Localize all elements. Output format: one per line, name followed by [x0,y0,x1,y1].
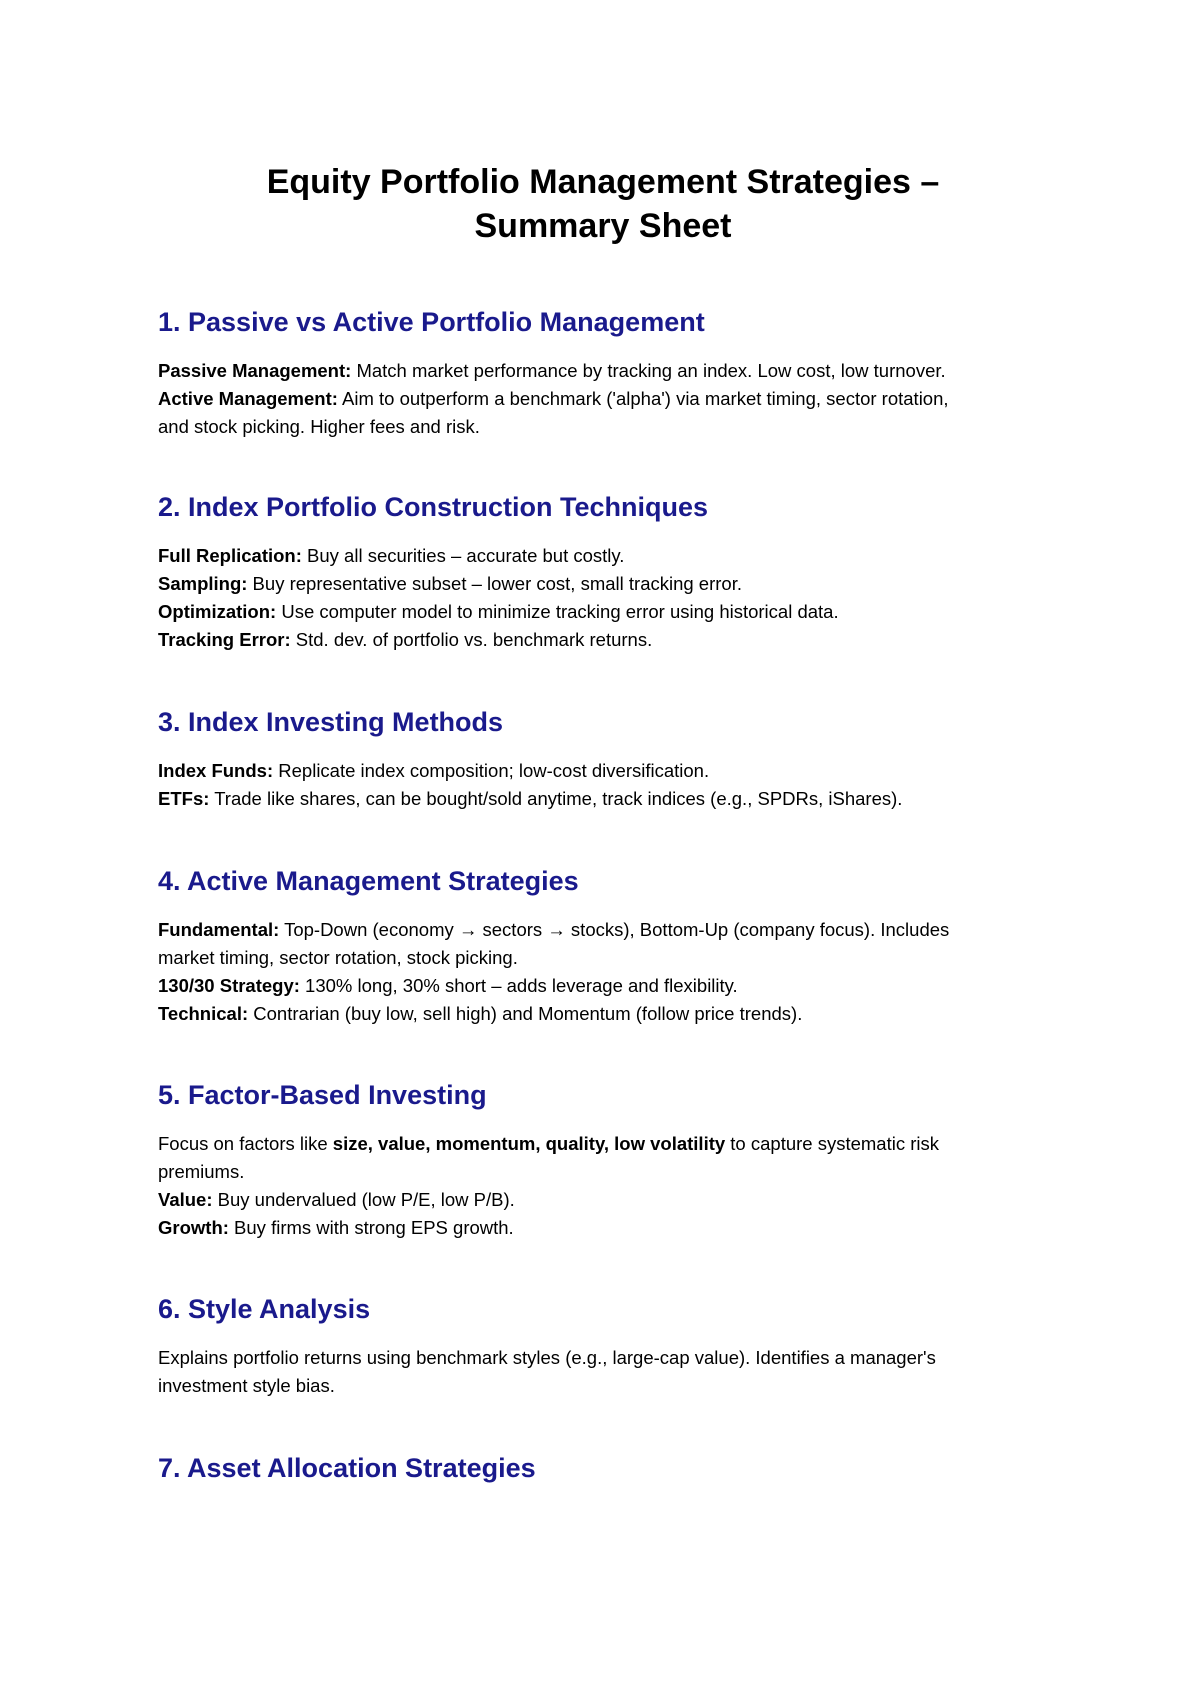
text-line [158,385,1048,413]
term-description-tail: to capture systematic risk [725,1133,939,1154]
term-description: Focus on factors like [158,1133,333,1154]
section-body [158,542,1048,654]
term-label: Fundamental: [158,919,280,940]
term-label: Active Management: [158,388,338,409]
text-line [158,626,1048,654]
section-body [158,916,1048,1028]
text-line [158,570,1048,598]
term-description: Buy representative subset – lower cost, small tracking error. [247,573,742,594]
term-description: Buy undervalued (low P/E, low P/B). [212,1189,515,1210]
section-asset-allocation-strategies [158,1451,1048,1485]
section-body [158,757,1048,813]
section-heading: 4. Active Management Strategies [158,866,579,896]
text-line [158,757,1048,785]
term-label: ETFs: [158,788,210,809]
text-line [158,413,1048,441]
term-label: Value: [158,1189,213,1210]
text-line [158,542,1048,570]
term-description: 130% long, 30% short – adds leverage and flexibility. [299,975,738,996]
term-description: Contrarian (buy low, sell high) and Momentum (follow price trends). [248,1003,803,1024]
section-factor-based-investing [158,1078,1048,1242]
term-description: market timing, sector rotation, stock picking. [158,947,518,968]
section-heading: 5. Factor-Based Investing [158,1080,487,1110]
section-body [158,357,1048,441]
document-title-line-2: Summary Sheet [474,207,732,245]
text-line [158,944,1048,972]
section-body [158,1130,1048,1242]
text-line [158,916,1048,944]
term-description: and stock picking. Higher fees and risk. [158,416,480,437]
text-line [158,598,1048,626]
text-line [158,1372,1048,1400]
term-label: Optimization: [158,601,277,622]
text-line [158,357,1048,385]
text-line [158,1344,1048,1372]
text-line [158,1186,1048,1214]
section-heading: 2. Index Portfolio Construction Techniques [158,492,709,522]
term-label: Tracking Error: [158,629,291,650]
section-heading: 6. Style Analysis [158,1294,371,1324]
section-style-analysis [158,1292,1048,1400]
term-label: Sampling: [158,573,248,594]
term-description: Aim to outperform a benchmark ('alpha') via market timing, sector rotation, [337,388,949,409]
text-line [158,785,1048,813]
term-description: Trade like shares, can be bought/sold anytime, track indices (e.g., SPDRs, iShares). [209,788,903,809]
text-line [158,1130,1048,1158]
term-description: Use computer model to minimize tracking error using historical data. [276,601,839,622]
document-title-line-1: Equity Portfolio Management Strategies – [266,163,940,201]
term-label: 130/30 Strategy: [158,975,300,996]
term-description: Top-Down (economy → sectors → stocks), Bottom-Up (company focus). Includes [279,919,950,940]
term-description: investment style bias. [158,1375,335,1396]
section-active-management-strategies [158,864,1048,1028]
text-line [158,1000,1048,1028]
term-label: Full Replication: [158,545,302,566]
text-line [158,1214,1048,1242]
term-label: Passive Management: [158,360,352,381]
section-passive-vs-active [158,305,1048,441]
term-description: Std. dev. of portfolio vs. benchmark returns. [290,629,653,650]
section-index-investing-methods [158,705,1048,813]
factor-list: size, value, momentum, quality, low volatility [332,1133,726,1154]
term-description: Match market performance by tracking an index. Low cost, low turnover. [351,360,946,381]
term-label: Technical: [158,1003,249,1024]
section-heading: 1. Passive vs Active Portfolio Management [158,307,705,337]
section-body [158,1344,1048,1400]
term-label: Growth: [158,1217,229,1238]
text-line [158,1158,1048,1186]
term-description: premiums. [158,1161,245,1182]
text-line [158,972,1048,1000]
term-description: Buy firms with strong EPS growth. [228,1217,514,1238]
section-heading: 3. Index Investing Methods [158,707,504,737]
section-index-construction [158,490,1048,654]
term-label: Index Funds: [158,760,274,781]
term-description: Replicate index composition; low-cost diversification. [273,760,710,781]
term-description: Explains portfolio returns using benchmark styles (e.g., large-cap value). Identifies a manager's [158,1347,936,1368]
term-description: Buy all securities – accurate but costly. [301,545,625,566]
document-title [158,160,1048,248]
section-heading: 7. Asset Allocation Strategies [158,1453,536,1483]
